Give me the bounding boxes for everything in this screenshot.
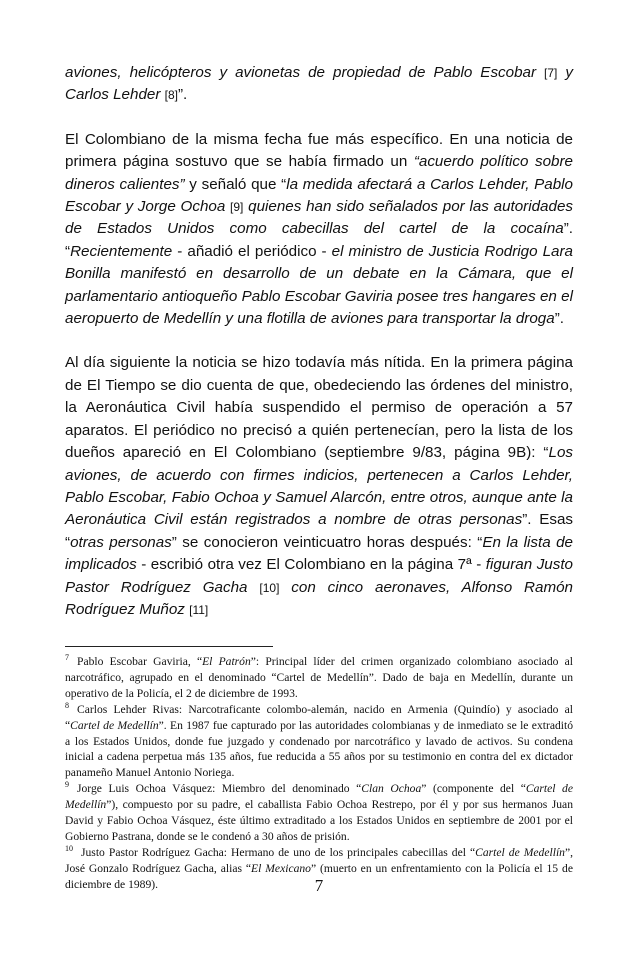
- text-run: ”, José Gonzalo Rodríguez Gacha, alias “: [65, 845, 574, 875]
- text-run: Al día siguiente la noticia se hizo todavía más nítida. En la primera página de El Tiempo se dio cuenta de que, obedeciendo las órdenes del ministro, la Aeronáutica Civil había suspendido el permiso de operación a 57 aparatos. El periódico no precisó a quién pertenecían, pero la lista de los dueños apareció en El Colombiano (septiembre 9/83, página 9B): “: [65, 354, 573, 462]
- text-run: ” (muerto en un enfrentamiento con la Policía el 15 de diciembre de 1989).: [65, 861, 573, 891]
- footnote-divider: [65, 646, 273, 647]
- footnote-number: 8: [65, 700, 69, 710]
- text-run: ” se conocieron veinticuatro horas después: “: [171, 533, 483, 551]
- paragraph: [65, 62, 573, 107]
- italic-text: quienes han sido señalados por las autoridades de Estados Unidos como cabecillas del cartel de la cocaína: [65, 198, 573, 238]
- paragraph: [65, 129, 573, 331]
- italic-text: y Carlos Lehder: [65, 64, 573, 104]
- italic-text: En la lista de implicados: [65, 533, 573, 574]
- footnote: [65, 702, 573, 782]
- text-run: y señaló que “: [184, 175, 287, 193]
- italic-text: El Patrón: [202, 655, 251, 668]
- text-run: ” (componente del “: [421, 782, 526, 796]
- text-run: ”. Esas “: [65, 511, 573, 551]
- text-run: Jorge Luis Ochoa Vásquez: Miembro del denominado “: [77, 782, 362, 796]
- footnote-number: 7: [65, 653, 69, 663]
- text-run: ”), compuesto por su padre, el caballista Fabio Ochoa Restrepo, por él y por sus hermanos Juan David y Fabio Ochoa Vásquez, éste último extraditado a los Estados Unidos en septiembre de 2001 por el Gobierno Pastrana, donde se le condenó a 30 años de prisión.: [65, 798, 573, 843]
- text-run: ”.: [554, 310, 564, 328]
- footnote-reference: [8]: [164, 88, 178, 103]
- footnote-reference: [7]: [544, 66, 558, 80]
- italic-text: el ministro de Justicia Rodrigo Lara Bonilla manifestó en desarrollo de un debate en la Cámara, que el parlamentario antioqueño Pablo Escobar Gaviria posee tres hangares en el aeropuerto de Medellín y una flotilla de aviones para transportar la droga: [65, 242, 573, 328]
- text-run: ”. En 1987 fue capturado por las autoridades colombianas y de inmediato se le extraditó a los Estados Unidos, donde fue juzgado y condenado por narcotráfico y lavado de activos. Su condena inicial a cadena perpetua más 135 años, fue reducida a 55 años por su testimonio en contra del ex dictador panameño Manuel Antonio Noriega.: [65, 718, 573, 780]
- footnote: [65, 781, 573, 845]
- italic-text: otras personas: [70, 533, 172, 551]
- italic-text: con cinco aeronaves, Alfonso Ramón Rodríguez Muñoz: [65, 578, 573, 618]
- italic-text: Recientemente: [70, 242, 173, 260]
- body-text: [65, 62, 573, 621]
- italic-text: “acuerdo político sobre dineros calientes”: [65, 153, 573, 193]
- text-run: ”. “: [65, 220, 573, 260]
- page-number: 7: [314, 876, 324, 895]
- text-run: Carlos Lehder Rivas: Narcotraficante colombo-alemán, nacido en Armenia (Quindío) y asociado al “: [65, 702, 573, 732]
- italic-text: Los aviones, de acuerdo con firmes indicios, pertenecen a Carlos Lehder, Pablo Escobar, Fabio Ochoa y Samuel Alarcón, entre otros, aunque ante la Aeronáutica Civil están registrados a nombre de otras personas: [65, 444, 573, 529]
- text-run: El Colombiano de la misma fecha fue más específico. En una noticia de primera página sostuvo que se había firmado un: [65, 130, 573, 171]
- text-run: Pablo Escobar Gaviria, “: [77, 655, 203, 668]
- footnotes: [65, 654, 573, 893]
- italic-text: Cartel de Medellín: [475, 845, 565, 859]
- italic-text: Cartel de Medellín: [65, 782, 573, 812]
- footnote-number: 10: [65, 844, 73, 854]
- italic-text: Clan Ochoa: [361, 782, 422, 796]
- text-run: - escribió otra vez El Colombiano en la página 7ª -: [136, 556, 486, 574]
- italic-text: figuran Justo Pastor Rodríguez Gacha: [65, 556, 573, 596]
- footnote-reference: [9]: [230, 200, 244, 215]
- text-run: - añadió el periódico -: [172, 242, 332, 260]
- paragraph: [65, 352, 573, 621]
- footnote-reference: [10]: [259, 580, 280, 595]
- footnote: [65, 654, 573, 702]
- italic-text: Cartel de Medellín: [70, 718, 159, 732]
- footnote-number: 9: [65, 780, 69, 790]
- footnote-reference: [11]: [189, 602, 209, 617]
- text-run: ”: Principal líder del crimen organizado colombiano asociado al narcotráfico, agrupado en el denominado “Cartel de Medellín”. Dado de baja en Medellín, durante un operativo de la Policía, el 2 de diciembre de 1993.: [65, 655, 573, 700]
- italic-text: El Mexicano: [251, 861, 311, 875]
- italic-text: la medida afectará a Carlos Lehder, Pablo Escobar y Jorge Ochoa: [65, 175, 573, 216]
- text-run: Justo Pastor Rodríguez Gacha: Hermano de uno de los principales cabecillas del “: [81, 845, 476, 859]
- text-run: ”.: [177, 86, 188, 104]
- italic-text: aviones, helicópteros y avionetas de propiedad de Pablo Escobar: [65, 64, 545, 81]
